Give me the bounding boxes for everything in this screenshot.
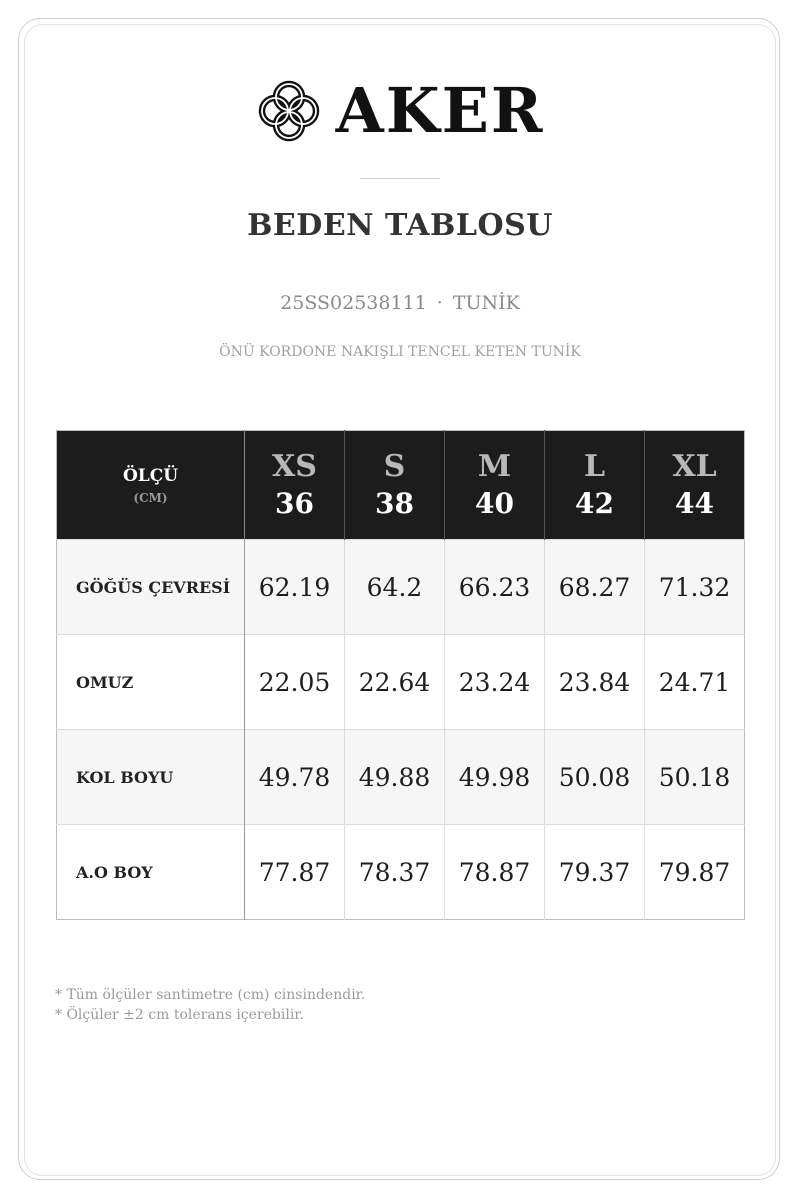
measurement-header-cell — [57, 431, 245, 540]
table-cell: 71.32 — [645, 540, 745, 635]
table-row-chest — [57, 540, 745, 635]
size-header-xs — [245, 431, 345, 540]
knot-emblem-icon — [256, 78, 322, 144]
table-cell: 62.19 — [245, 540, 345, 635]
brand-name: AKER — [335, 74, 545, 147]
table-cell: 50.08 — [545, 730, 645, 825]
row-label: KOL BOYU — [57, 730, 245, 825]
footnotes — [55, 985, 365, 1025]
row-label: OMUZ — [57, 635, 245, 730]
table-cell: 24.71 — [645, 635, 745, 730]
table-cell: 49.88 — [345, 730, 445, 825]
table-cell: 78.37 — [345, 825, 445, 920]
size-letter: L — [583, 449, 606, 484]
table-cell: 22.64 — [345, 635, 445, 730]
brand-logo — [0, 74, 800, 147]
table-row-shoulder — [57, 635, 745, 730]
size-header-row — [57, 431, 745, 540]
footnote: * Tüm ölçüler santimetre (cm) cinsindendir. — [55, 987, 366, 1003]
table-cell: 23.24 — [445, 635, 545, 730]
size-letter: S — [383, 449, 406, 484]
table-cell: 79.87 — [645, 825, 745, 920]
table-cell: 77.87 — [245, 825, 345, 920]
table-cell: 49.98 — [445, 730, 545, 825]
table-cell: 23.84 — [545, 635, 645, 730]
size-number: 44 — [675, 487, 714, 520]
table-row-sleeve — [57, 730, 745, 825]
page-title: BEDEN TABLOSU — [247, 208, 553, 243]
size-number: 36 — [275, 487, 314, 520]
table-cell: 66.23 — [445, 540, 545, 635]
size-letter: XS — [272, 449, 317, 484]
table-cell: 22.05 — [245, 635, 345, 730]
size-letter: M — [477, 449, 512, 484]
size-header-xl — [645, 431, 745, 540]
title-divider — [360, 178, 440, 179]
table-cell: 49.78 — [245, 730, 345, 825]
table-cell: 64.2 — [345, 540, 445, 635]
size-chart-table — [56, 430, 745, 920]
footnote: * Ölçüler ±2 cm tolerans içerebilir. — [55, 1007, 304, 1023]
table-cell: 68.27 — [545, 540, 645, 635]
table-row-length — [57, 825, 745, 920]
product-category: TUNİK — [452, 292, 520, 314]
product-code-line — [0, 292, 800, 314]
product-code: 25SS02538111 — [280, 292, 427, 314]
size-letter: XL — [672, 449, 717, 484]
row-label: A.O BOY — [57, 825, 245, 920]
size-number: 40 — [475, 487, 514, 520]
size-header-l — [545, 431, 645, 540]
separator-dot: · — [436, 292, 443, 314]
measurement-header-label: ÖLÇÜ — [122, 465, 179, 486]
row-label: GÖĞÜS ÇEVRESİ — [57, 540, 245, 635]
table-cell: 78.87 — [445, 825, 545, 920]
size-number: 42 — [575, 487, 614, 520]
measurement-unit-label: (CM) — [133, 490, 168, 505]
size-header-s — [345, 431, 445, 540]
table-cell: 79.37 — [545, 825, 645, 920]
product-name: ÖNÜ KORDONE NAKIŞLI TENCEL KETEN TUNİK — [219, 344, 581, 360]
size-number: 38 — [375, 487, 414, 520]
table-cell: 50.18 — [645, 730, 745, 825]
size-header-m — [445, 431, 545, 540]
